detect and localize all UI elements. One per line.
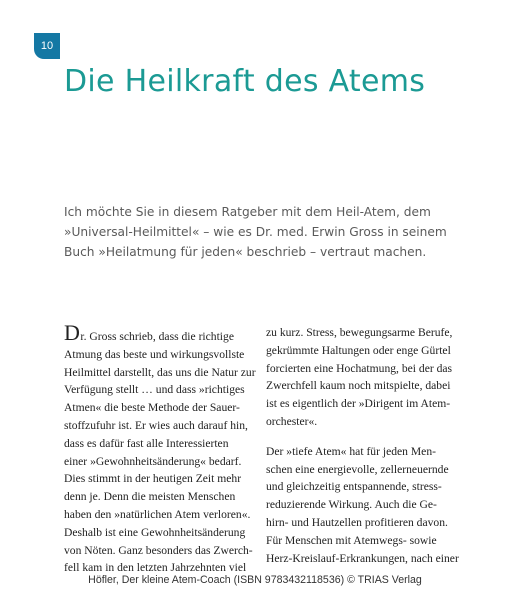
text-line: dass es dafür fast alle Interessierten: [64, 436, 229, 450]
text-line: gekrümmte Haltungen oder enge Gürtel: [266, 343, 451, 357]
first-line: [64, 320, 254, 346]
text-line: Atmung das beste und wirkungsvollste: [64, 347, 245, 361]
text-line: Zwerchfell kaum noch mitspielte, dabei: [266, 379, 451, 393]
text-line: Verfügung stellt … und dass »richtiges: [64, 383, 245, 397]
text-line: stoffzufuhr ist. Er wies auch darauf hin,: [64, 418, 248, 432]
intro-paragraph: Ich möchte Sie in diesem Ratgeber mit dem Heil-Atem, dem »Universal-Heilmittel« – wie es Dr. med. Erwin Gross in seinem Buch »Heilatmung für jeden« beschrieb – vertraut machen.: [64, 205, 447, 259]
page-number-badge: [34, 33, 60, 59]
text-line: fell kam in den letzten Jahrzehnten viel: [64, 561, 247, 575]
text-line: einer »Gewohnheitsänderung« bedarf.: [64, 454, 242, 468]
text-line: Atmen« die beste Methode der Sauer-: [64, 401, 240, 415]
right-column: [266, 324, 466, 567]
footer-citation: Höfler, Der kleine Atem-Coach (ISBN 9783432118536) © TRIAS Verlag: [88, 574, 422, 586]
text-line: forcierten eine Hochatmung, bei der das: [266, 361, 453, 375]
text-line: Heilmittel darstellt, das uns die Natur zur: [64, 365, 256, 379]
text-line: zu kurz. Stress, bewegungsarme Berufe,: [266, 326, 453, 339]
page-number: 10: [40, 40, 54, 52]
text-line: hirn- und Hautzellen profitieren davon.: [266, 515, 448, 529]
dropcap: D: [64, 320, 81, 345]
left-column: [64, 320, 256, 577]
text-line: Herz-Kreislauf-Erkrankungen, nach einer: [266, 551, 459, 565]
text-line: Für Menschen mit Atemwegs- sowie: [266, 533, 437, 547]
first-line-text: r. Gross schrieb, dass die richtige: [80, 330, 234, 343]
page-title: Die Heilkraft des Atems: [64, 64, 426, 99]
text-line: Der »tiefe Atem« hat für jeden Men-: [266, 444, 436, 458]
text-line: orchester«.: [266, 414, 318, 428]
text-line: Dies stimmt in der heutigen Zeit mehr: [64, 472, 242, 486]
text-line: von Nöten. Ganz besonders das Zwerch-: [64, 543, 253, 557]
text-line: und gleichzeitig entspannende, stress-: [266, 480, 442, 494]
text-line: denn je. Denn die meisten Menschen: [64, 490, 236, 504]
text-line: Deshalb ist eine Gewohnheitsänderung: [64, 525, 246, 539]
text-line: schen eine energievolle, zellerneuernde: [266, 462, 449, 476]
paragraph-gap: [266, 431, 466, 443]
text-line: ist es eigentlich der »Dirigent im Atem-: [266, 397, 451, 411]
text-line: haben den »natürlichen Atem verloren«.: [64, 507, 251, 521]
text-line: reduzierende Wirkung. Auch die Ge-: [266, 498, 437, 512]
